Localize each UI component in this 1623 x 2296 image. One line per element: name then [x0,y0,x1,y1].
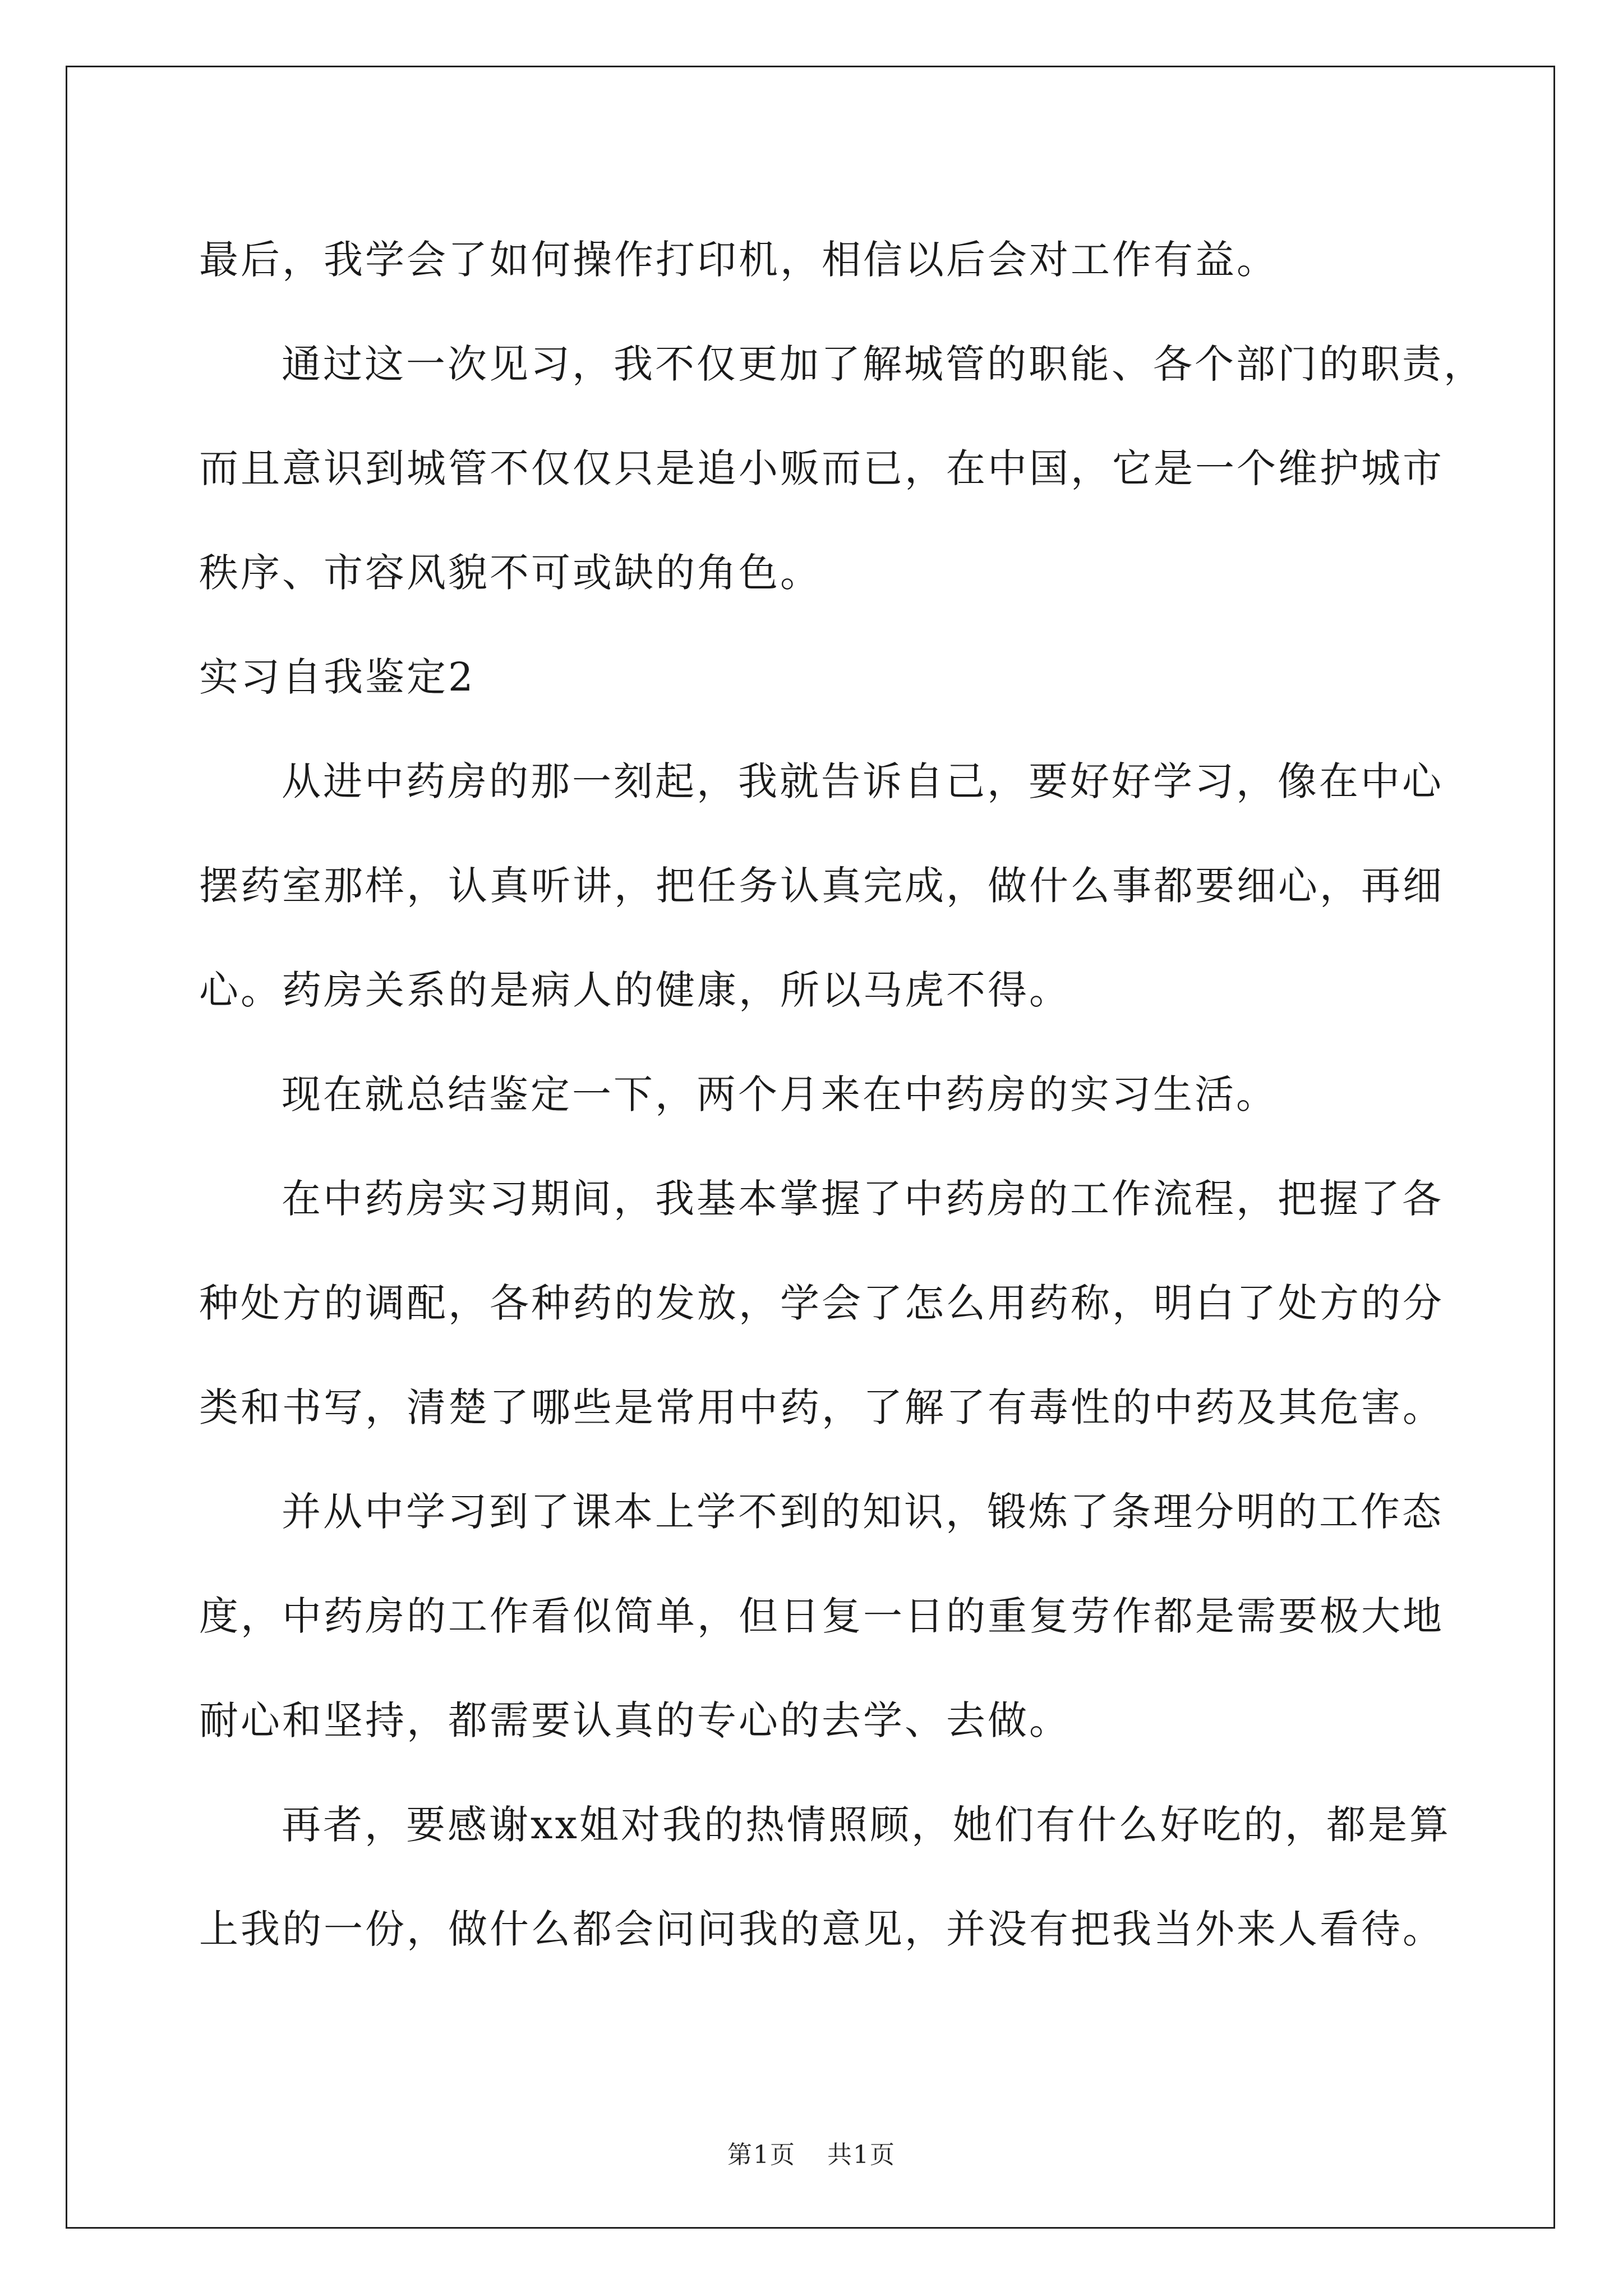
document-body [199,208,1485,1981]
text-line: 上我的一份，做什么都会问问我的意见，并没有把我当外来人看待。 [199,1906,1444,1952]
text-line: 通过这一次见习，我不仅更加了解城管的职能、各个部门的职责， [282,341,1485,387]
text-line: 并从中学习到了课本上学不到的知识，锻炼了条理分明的工作态 [282,1489,1444,1535]
text-line: 最后，我学会了如何操作打印机，相信以后会对工作有益。 [199,237,1278,283]
text-line: 度，中药房的工作看似简单，但日复一日的重复劳作都是需要极大地 [199,1593,1444,1639]
text-line: 摆药室那样，认真听讲，把任务认真完成，做什么事都要细心，再细 [199,863,1444,909]
text-line: 现在就总结鉴定一下，两个月来在中药房的实习生活。 [282,1071,1278,1117]
text-line: 再者，要感谢xx姐对我的热情照顾，她们有什么好吃的，都是算 [282,1802,1451,1848]
page-total: 共1页 [827,2141,896,2169]
text-line: 心。药房关系的是病人的健康，所以马虎不得。 [199,967,1071,1013]
text-line: 秩序、市容风貌不可或缺的角色。 [199,550,822,596]
text-line: 在中药房实习期间，我基本掌握了中药房的工作流程，把握了各 [282,1176,1444,1222]
section-heading: 实习自我鉴定2 [199,654,476,700]
text-line: 种处方的调配，各种药的发放，学会了怎么用药称，明白了处方的分 [199,1280,1444,1326]
page-footer [0,2134,1623,2170]
text-line: 而且意识到城管不仅仅只是追小贩而已，在中国，它是一个维护城市 [199,445,1444,491]
text-line: 从进中药房的那一刻起，我就告诉自己，要好好学习，像在中心 [282,758,1444,804]
text-line: 耐心和坚持，都需要认真的专心的去学、去做。 [199,1697,1071,1743]
page-number: 第1页 [727,2141,796,2169]
text-line: 类和书写，清楚了哪些是常用中药，了解了有毒性的中药及其危害。 [199,1384,1444,1430]
